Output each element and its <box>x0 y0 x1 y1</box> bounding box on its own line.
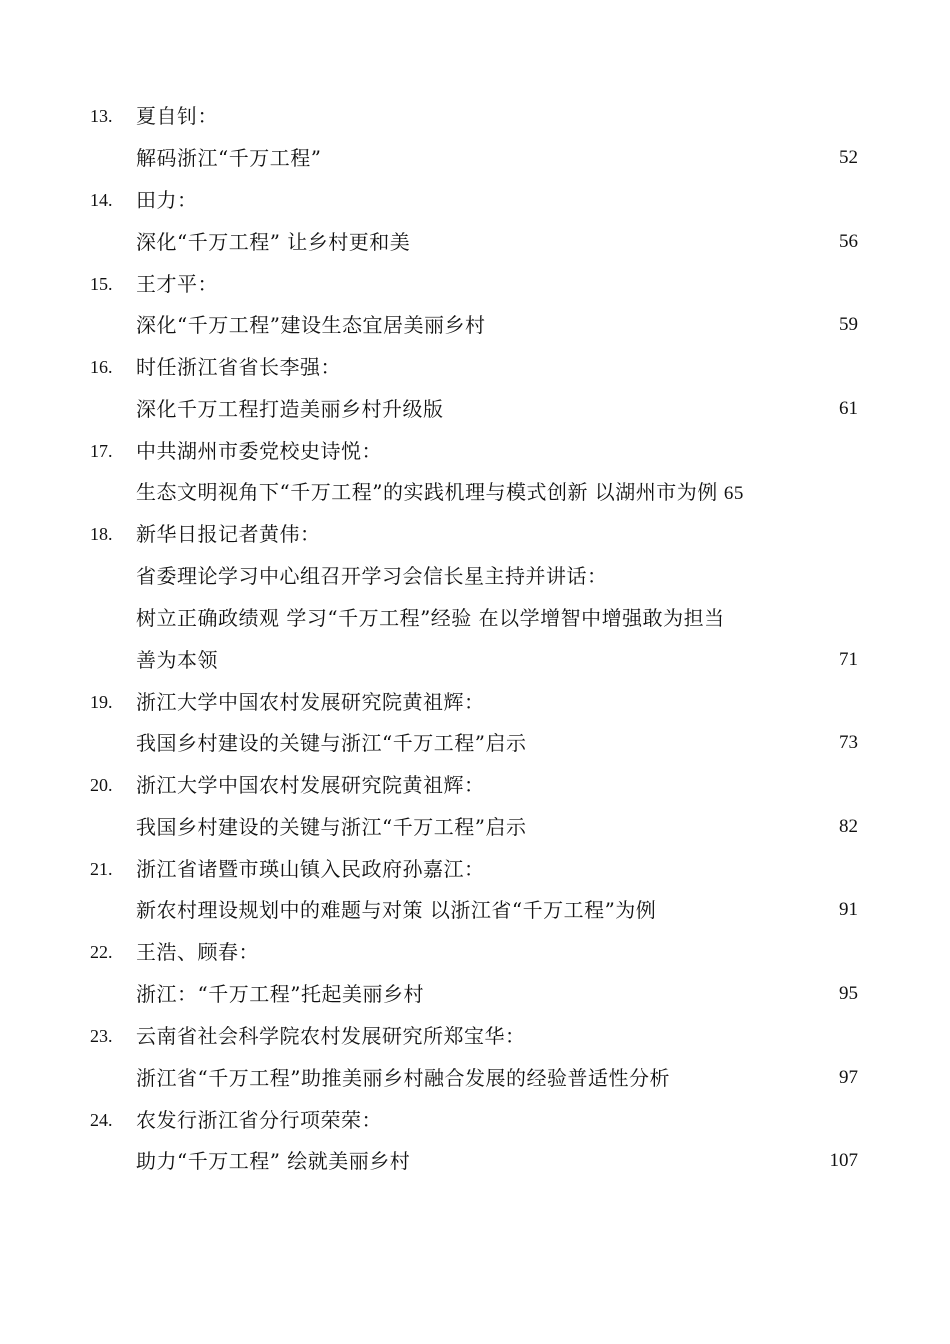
entry-title[interactable]: 深化千万工程打造美丽乡村升级版 <box>136 397 444 421</box>
toc-title-line[interactable] <box>0 723 950 763</box>
entry-author: 浙江大学中国农村发展研究院黄祖辉： <box>136 690 485 714</box>
entry-author: 浙江省诸暨市瑛山镇入民政府孙嘉江： <box>136 857 485 881</box>
entry-title[interactable]: 解码浙江“千万工程” <box>136 146 322 170</box>
toc-author-line <box>0 514 950 554</box>
toc-title-line[interactable] <box>0 138 950 178</box>
toc-author-line <box>0 1100 950 1140</box>
toc-subtitle-line <box>0 556 950 596</box>
entry-page: 95 <box>839 983 858 1004</box>
entry-title-text: 生态文明视角下“千万工程”的实践机理与模式创新 以湖州市为例 <box>136 480 718 504</box>
entry-title[interactable]: 我国乡村建设的关键与浙江“千万工程”启示 <box>136 731 527 755</box>
entry-page: 56 <box>839 231 858 252</box>
entry-number: 19. <box>90 692 113 712</box>
entry-author: 农发行浙江省分行项荣荣： <box>136 1108 382 1132</box>
entry-number: 18. <box>90 524 113 544</box>
toc-author-line <box>0 347 950 387</box>
toc-author-line <box>0 96 950 136</box>
entry-author: 中共湖州市委党校史诗悦： <box>136 439 382 463</box>
toc-title-line[interactable] <box>0 222 950 262</box>
entry-number: 14. <box>90 190 113 210</box>
entry-author: 时任浙江省省长李强： <box>136 355 341 379</box>
toc-title-line[interactable] <box>0 1058 950 1098</box>
entry-author: 新华日报记者黄伟： <box>136 522 321 546</box>
entry-page: 59 <box>839 314 858 335</box>
toc-author-line <box>0 765 950 805</box>
entry-author: 浙江大学中国农村发展研究院黄祖辉： <box>136 773 485 797</box>
entry-title[interactable]: 浙江：“千万工程”托起美丽乡村 <box>136 982 424 1006</box>
entry-page: 71 <box>839 649 858 670</box>
toc-title-line[interactable] <box>0 389 950 429</box>
entry-page: 65 <box>723 483 744 504</box>
entry-page: 61 <box>839 398 858 419</box>
entry-number: 13. <box>90 106 113 126</box>
entry-title[interactable] <box>136 472 744 514</box>
toc-title-line[interactable] <box>0 1141 950 1181</box>
entry-author: 王浩、顾春： <box>136 940 259 964</box>
toc-title-line[interactable] <box>0 640 950 680</box>
entry-title[interactable]: 树立正确政绩观 学习“千万工程”经验 在以学增智中增强敢为担当 <box>136 606 725 630</box>
toc-author-line <box>0 1016 950 1056</box>
toc-author-line <box>0 264 950 304</box>
toc-title-line[interactable] <box>0 305 950 345</box>
toc-author-line <box>0 682 950 722</box>
toc-title-line[interactable] <box>0 890 950 930</box>
entry-title[interactable]: 深化“千万工程”建设生态宜居美丽乡村 <box>136 313 486 337</box>
toc-author-line <box>0 849 950 889</box>
entry-author: 云南省社会科学院农村发展研究所郑宝华： <box>136 1024 526 1048</box>
entry-page: 82 <box>839 816 858 837</box>
entry-number: 20. <box>90 775 113 795</box>
toc-title-line[interactable] <box>0 974 950 1014</box>
entry-title[interactable]: 浙江省“千万工程”助推美丽乡村融合发展的经验普适性分析 <box>136 1066 670 1090</box>
entry-page: 97 <box>839 1067 858 1088</box>
toc-author-line <box>0 180 950 220</box>
entry-title[interactable]: 新农村理设规划中的难题与对策 以浙江省“千万工程”为例 <box>136 898 657 922</box>
toc-title-line[interactable] <box>0 472 950 512</box>
entry-author: 田力： <box>136 188 198 212</box>
entry-number: 17. <box>90 441 113 461</box>
entry-subtitle: 省委理论学习中心组召开学习会信长星主持并讲话： <box>136 564 608 588</box>
entry-author: 王才平： <box>136 272 218 296</box>
entry-author: 夏自钊： <box>136 104 218 128</box>
toc-title-line[interactable] <box>0 807 950 847</box>
toc-title-line[interactable] <box>0 598 950 638</box>
entry-title[interactable]: 深化“千万工程” 让乡村更和美 <box>136 230 411 254</box>
entry-page: 107 <box>829 1150 858 1171</box>
entry-number: 23. <box>90 1026 113 1046</box>
entry-number: 21. <box>90 859 113 879</box>
entry-page: 91 <box>839 899 858 920</box>
toc-author-line <box>0 932 950 972</box>
entry-page: 52 <box>839 147 858 168</box>
entry-number: 15. <box>90 274 113 294</box>
entry-number: 16. <box>90 357 113 377</box>
entry-page: 73 <box>839 732 858 753</box>
entry-title[interactable]: 助力“千万工程” 绘就美丽乡村 <box>136 1149 411 1173</box>
entry-number: 24. <box>90 1110 113 1130</box>
toc-author-line <box>0 431 950 471</box>
entry-title-continued[interactable]: 善为本领 <box>136 648 218 672</box>
entry-number: 22. <box>90 942 113 962</box>
entry-title[interactable]: 我国乡村建设的关键与浙江“千万工程”启示 <box>136 815 527 839</box>
